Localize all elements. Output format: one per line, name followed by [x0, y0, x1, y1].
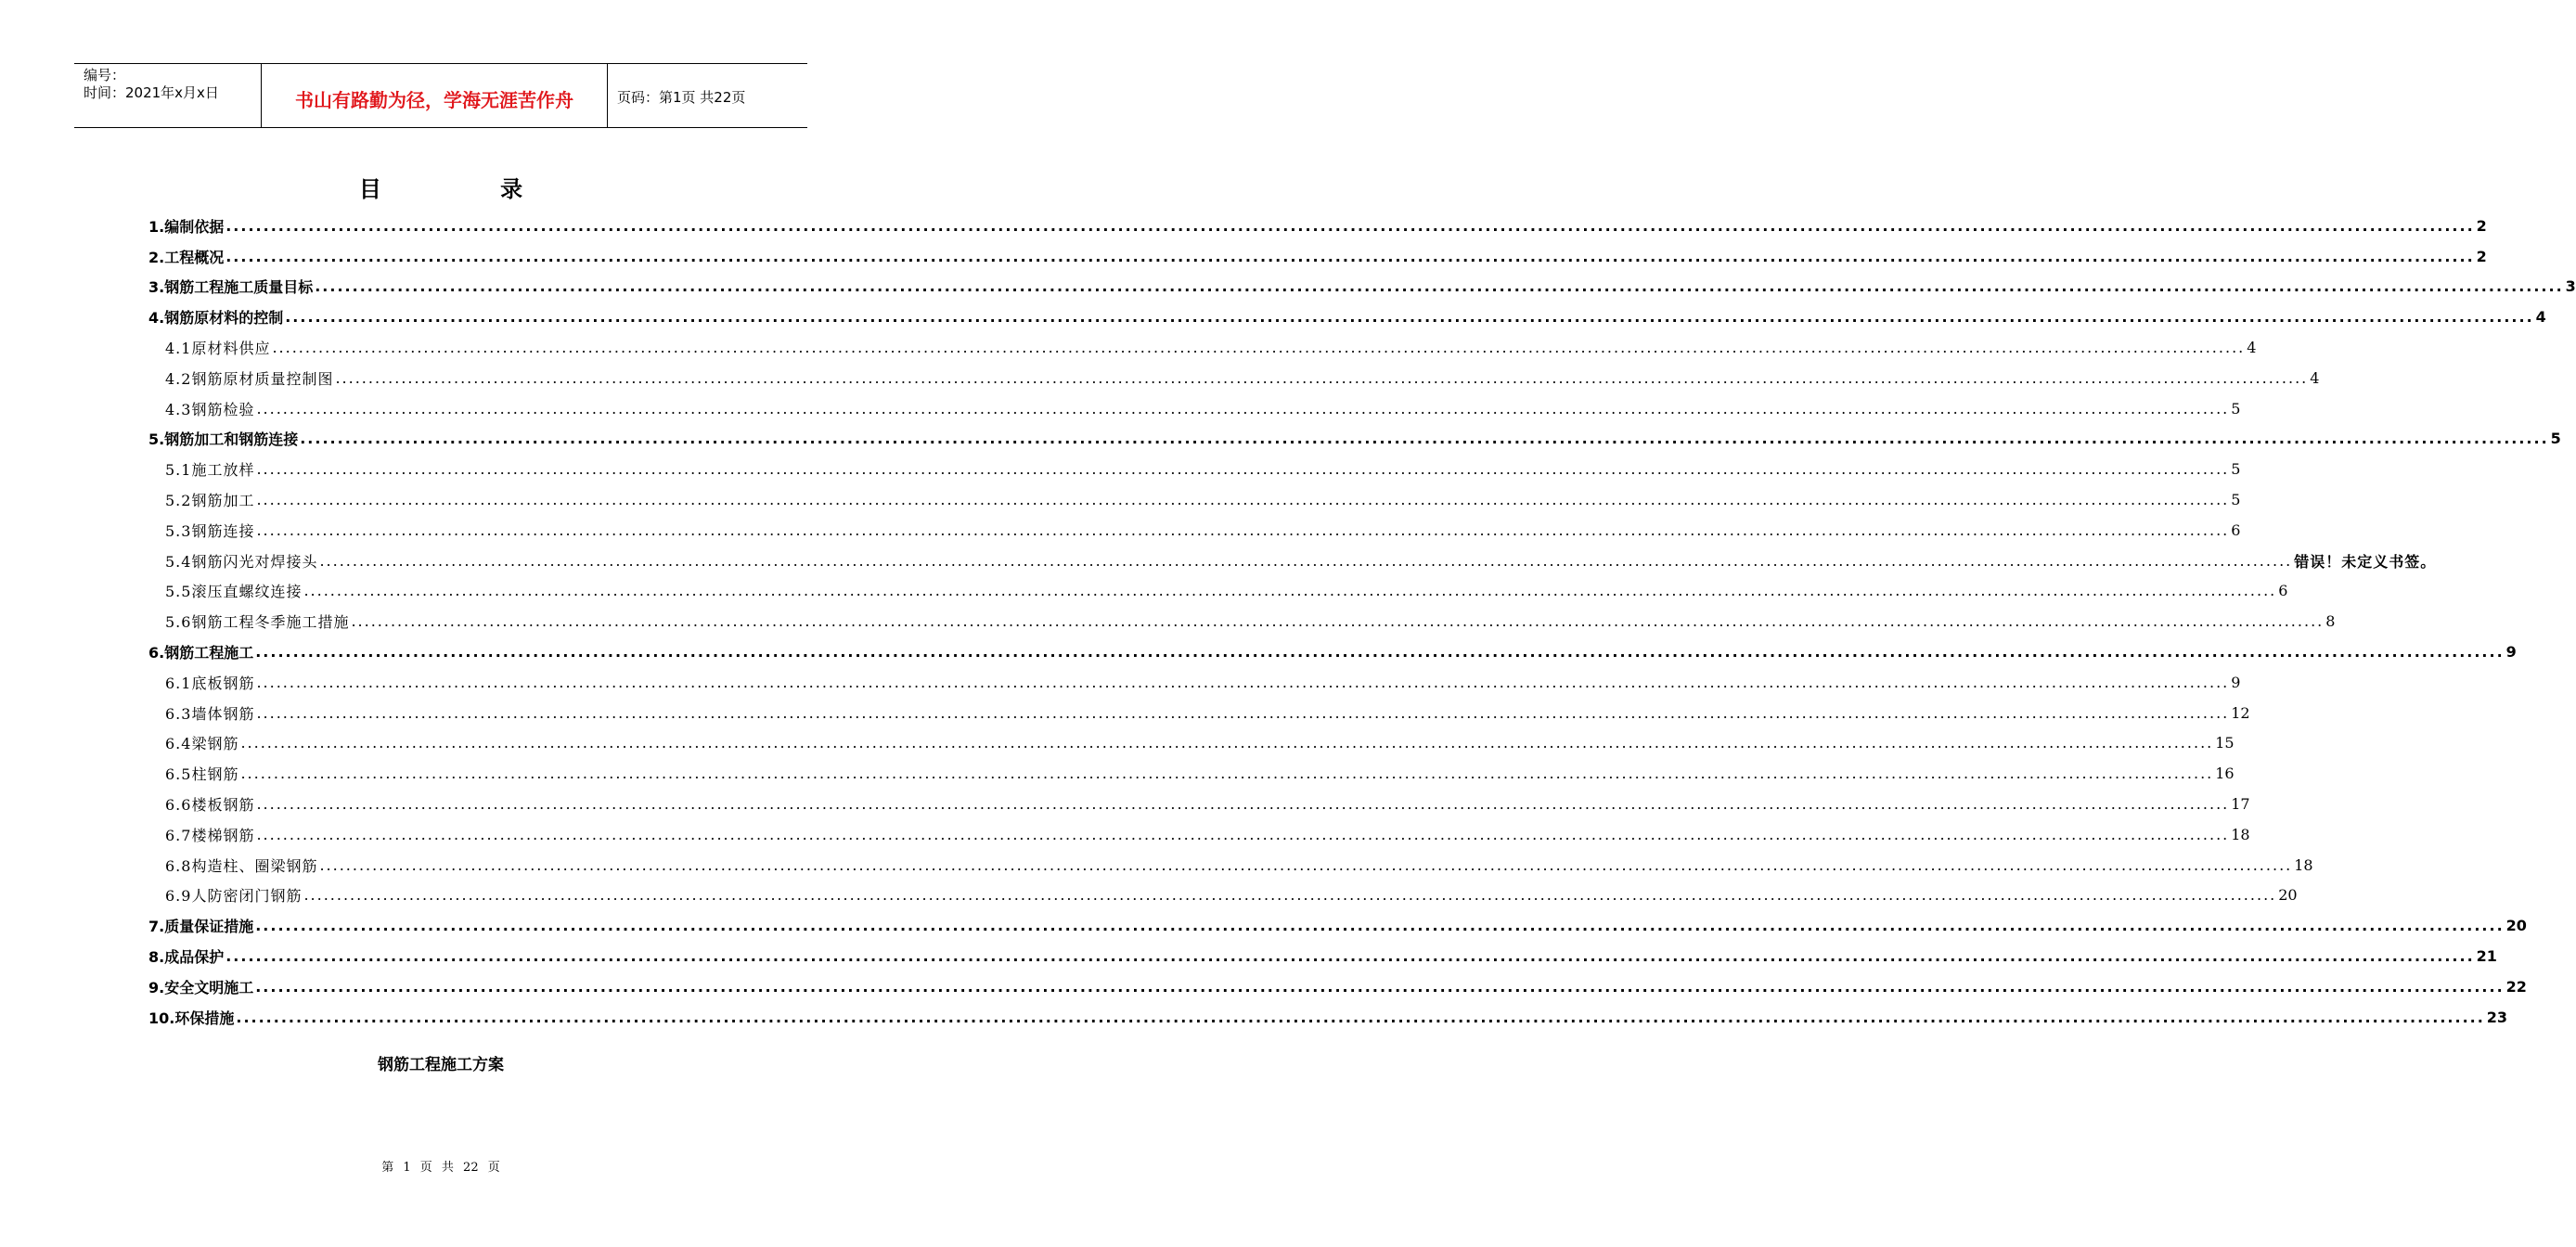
toc-entry-label: 7.质量保证措施 [148, 918, 254, 936]
header-page-info: 页码：第1页 共22页 [617, 89, 746, 106]
toc-entry[interactable] [148, 454, 2241, 484]
toc-entry-label: 6.9人防密闭门钢筋 [165, 887, 303, 906]
toc-entry-label: 4.3钢筋检验 [165, 400, 255, 418]
document-title: 钢筋工程施工方案 [378, 1056, 504, 1074]
toc-leader-dots: ............................................................................................................................................................................................................................................................................................................ [236, 1008, 2485, 1026]
toc-entry-page: 4 [2247, 339, 2257, 357]
toc-entry[interactable] [148, 241, 2487, 272]
toc-leader-dots: ............................................................................................................................................................................................................................................................................................................ [319, 551, 2293, 570]
toc-leader-dots: ............................................................................................................................................................................................................................................................................................................ [256, 521, 2230, 539]
toc-entry-label: 3.钢筋工程施工质量目标 [148, 278, 314, 297]
toc-entry[interactable] [148, 819, 2250, 850]
toc-entry[interactable] [148, 424, 2561, 455]
toc-entry[interactable] [148, 606, 2336, 636]
toc-entry-label: 5.3钢筋连接 [165, 521, 255, 540]
toc-entry-page: 20 [2505, 917, 2527, 935]
toc-entry-page: 9 [2231, 673, 2241, 691]
toc-entry[interactable] [148, 698, 2250, 728]
toc-leader-dots: ............................................................................................................................................................................................................................................................................................................ [285, 308, 2534, 327]
header-meta-cell [74, 64, 260, 127]
toc-entry-label: 9.安全文明施工 [148, 978, 254, 996]
toc-entry-page: 4 [2535, 308, 2546, 327]
toc-entry[interactable] [148, 302, 2546, 332]
toc-entry[interactable] [148, 636, 2517, 667]
toc-entry-page: 6 [2231, 521, 2241, 539]
toc-entry-label: 5.5滚压直螺纹连接 [165, 583, 303, 601]
toc-entry[interactable] [148, 789, 2250, 819]
toc-entry-page: 2 [2476, 216, 2487, 235]
toc-leader-dots: ............................................................................................................................................................................................................................................................................................................ [225, 247, 2475, 265]
toc-entry-label: 6.1底板钢筋 [165, 674, 255, 692]
time-label: 时间：2021年x月x日 [84, 84, 219, 101]
toc-entry-page: 5 [2231, 460, 2241, 479]
header-table [74, 63, 807, 128]
toc-entry-page: 8 [2325, 612, 2336, 631]
toc-leader-dots: ............................................................................................................................................................................................................................................................................................................ [303, 886, 2277, 905]
toc-entry-label: 4.2钢筋原材质量控制图 [165, 369, 334, 388]
toc-entry-label: 5.2钢筋加工 [165, 492, 255, 510]
toc-entry-page: 12 [2231, 703, 2250, 722]
toc-entry[interactable] [148, 881, 2298, 911]
toc-entry-label: 10.环保措施 [148, 1009, 235, 1027]
toc-entry[interactable] [148, 515, 2241, 546]
toc-entry-page: 18 [2294, 855, 2313, 874]
toc-entry-label: 5.4钢筋闪光对焊接头 [165, 552, 318, 571]
toc-leader-dots: ............................................................................................................................................................................................................................................................................................................ [315, 277, 2564, 296]
toc-entry-page: 20 [2278, 886, 2298, 905]
toc-leader-dots: ............................................................................................................................................................................................................................................................................................................ [256, 491, 2230, 509]
toc-leader-dots: ............................................................................................................................................................................................................................................................................................................ [225, 947, 2475, 966]
toc-entry-page: 15 [2215, 734, 2235, 752]
toc-entry-label: 6.4梁钢筋 [165, 735, 239, 753]
toc-entry-label: 5.钢筋加工和钢筋连接 [148, 431, 299, 449]
toc-leader-dots: ............................................................................................................................................................................................................................................................................................................ [256, 703, 2230, 722]
toc-entry-page: 4 [2310, 368, 2320, 387]
toc-entry[interactable] [148, 546, 2437, 576]
toc-entry-page: 5 [2550, 430, 2561, 448]
toc-leader-dots: ............................................................................................................................................................................................................................................................................................................ [255, 917, 2505, 935]
toc-entry-page: 21 [2476, 947, 2497, 966]
toc-entry[interactable] [148, 363, 2320, 393]
toc-entry-label: 6.7楼梯钢筋 [165, 826, 255, 844]
motto-text: 书山有路勤为径，学海无涯苦作舟 [295, 89, 573, 111]
toc-entry[interactable] [148, 971, 2527, 1002]
toc-leader-dots: ............................................................................................................................................................................................................................................................................................................ [303, 582, 2277, 600]
toc-entry-page: 3 [2565, 277, 2576, 296]
toc-entry[interactable] [148, 667, 2241, 698]
table-of-contents [148, 211, 2576, 1033]
toc-leader-dots: ............................................................................................................................................................................................................................................................................................................ [335, 368, 2309, 387]
toc-entry[interactable] [148, 332, 2257, 363]
toc-entry-page: 2 [2476, 247, 2487, 265]
toc-leader-dots: ............................................................................................................................................................................................................................................................................................................ [300, 430, 2549, 448]
header-motto-cell [261, 64, 608, 127]
toc-entry-label: 6.5柱钢筋 [165, 765, 239, 784]
number-label: 编号： [84, 67, 126, 84]
toc-leader-dots: ............................................................................................................................................................................................................................................................................................................ [240, 765, 2214, 783]
toc-title: 目 录 [358, 175, 579, 202]
toc-entry-label: 4.1原材料供应 [165, 340, 271, 358]
toc-leader-dots: ............................................................................................................................................................................................................................................................................................................ [256, 399, 2230, 418]
toc-leader-dots: ............................................................................................................................................................................................................................................................................................................ [256, 460, 2230, 479]
toc-entry-label: 6.钢筋工程施工 [148, 644, 254, 662]
toc-entry[interactable] [148, 272, 2576, 302]
toc-leader-dots: ............................................................................................................................................................................................................................................................................................................ [272, 339, 2246, 357]
toc-leader-dots: ............................................................................................................................................................................................................................................................................................................ [240, 734, 2214, 752]
toc-entry-label: 5.6钢筋工程冬季施工措施 [165, 613, 350, 632]
toc-leader-dots: ............................................................................................................................................................................................................................................................................................................ [256, 795, 2230, 814]
toc-entry-page: 17 [2231, 795, 2250, 814]
toc-entry[interactable] [148, 1002, 2508, 1033]
toc-entry-label: 4.钢筋原材料的控制 [148, 309, 284, 328]
toc-leader-dots: ............................................................................................................................................................................................................................................................................................................ [255, 977, 2505, 996]
toc-entry[interactable] [148, 484, 2241, 515]
toc-entry-page: 错误！未定义书签。 [2294, 552, 2437, 571]
toc-entry[interactable] [148, 211, 2487, 241]
toc-entry-label: 1.编制依据 [148, 217, 225, 236]
toc-entry[interactable] [148, 758, 2235, 789]
toc-entry-page: 16 [2215, 765, 2235, 783]
toc-entry-page: 5 [2231, 491, 2241, 509]
toc-entry-page: 6 [2278, 582, 2288, 600]
toc-entry-label: 2.工程概况 [148, 248, 225, 266]
toc-leader-dots: ............................................................................................................................................................................................................................................................................................................ [351, 612, 2325, 631]
toc-entry[interactable] [148, 728, 2235, 759]
toc-entry-page: 18 [2231, 825, 2250, 843]
toc-entry[interactable] [148, 576, 2288, 607]
toc-leader-dots: ............................................................................................................................................................................................................................................................................................................ [256, 825, 2230, 843]
toc-entry[interactable] [148, 910, 2527, 941]
toc-leader-dots: ............................................................................................................................................................................................................................................................................................................ [319, 855, 2293, 874]
toc-leader-dots: ............................................................................................................................................................................................................................................................................................................ [225, 216, 2475, 235]
page-footer: 第 1 页 共 22 页 [381, 1161, 500, 1175]
toc-entry-page: 22 [2505, 977, 2527, 996]
toc-entry-page: 5 [2231, 399, 2241, 418]
toc-leader-dots: ............................................................................................................................................................................................................................................................................................................ [256, 673, 2230, 691]
toc-entry[interactable] [148, 393, 2241, 424]
toc-entry-page: 9 [2505, 643, 2517, 662]
toc-entry-label: 6.8构造柱、圈梁钢筋 [165, 856, 318, 875]
toc-entry-label: 6.6楼板钢筋 [165, 796, 255, 815]
toc-leader-dots: ............................................................................................................................................................................................................................................................................................................ [255, 643, 2505, 662]
toc-entry[interactable] [148, 850, 2313, 881]
toc-entry-label: 5.1施工放样 [165, 461, 255, 480]
toc-entry-label: 6.3墙体钢筋 [165, 704, 255, 723]
toc-entry-page: 23 [2486, 1008, 2508, 1026]
toc-entry-label: 8.成品保护 [148, 948, 225, 967]
toc-entry[interactable] [148, 941, 2497, 971]
